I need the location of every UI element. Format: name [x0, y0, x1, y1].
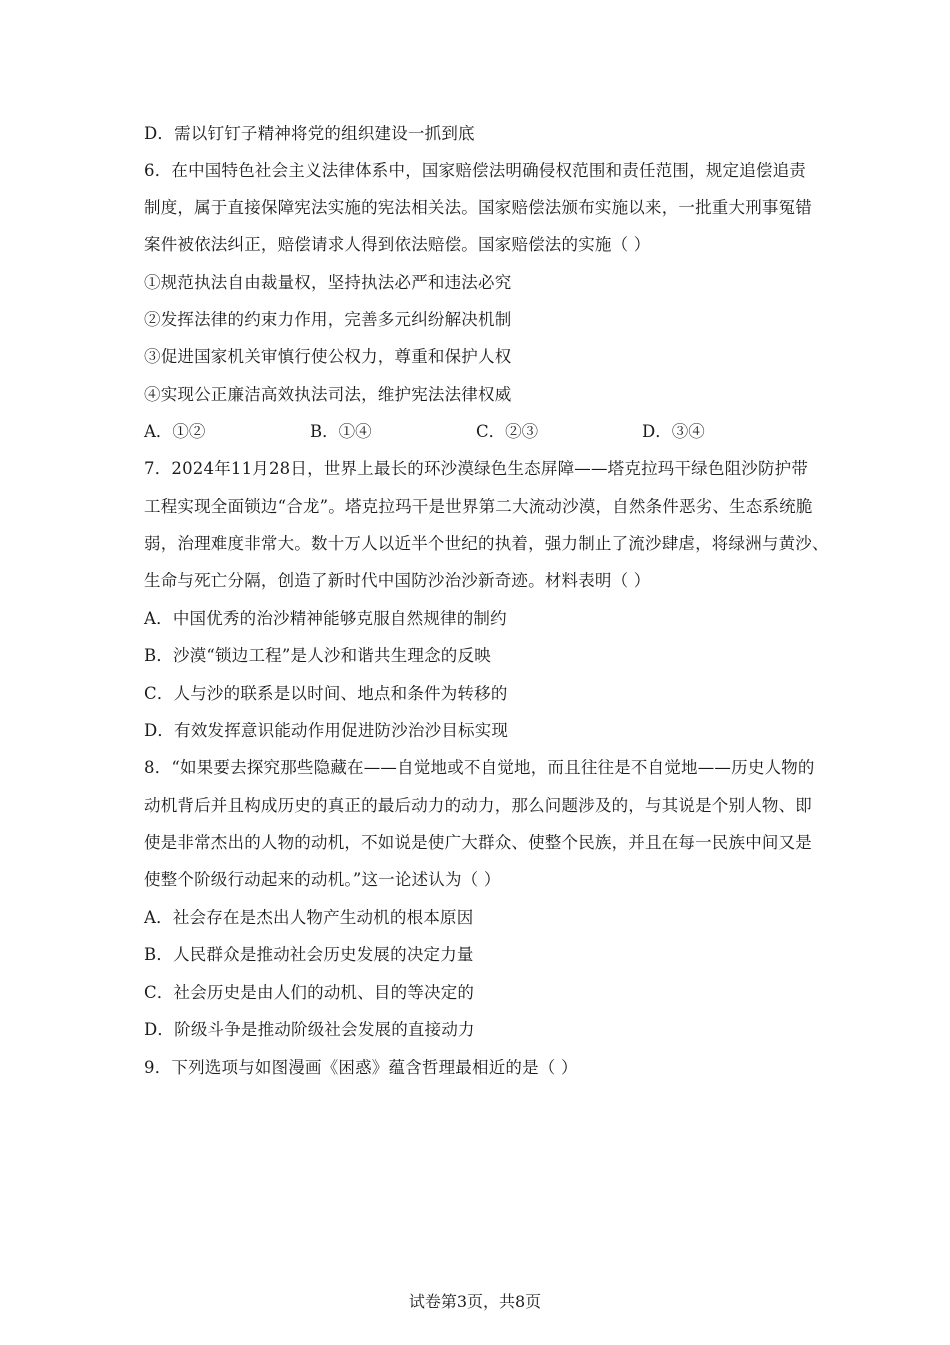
q8-stem-line-2: 动机背后并且构成历史的真正的最后动力的动力，那么问题涉及的，与其说是个别人物、即	[144, 796, 812, 815]
q6-stem-line-1: 6．在中国特色社会主义法律体系中，国家赔偿法明确侵权范围和责任范围，规定追偿追责	[144, 161, 806, 180]
q6-statement-4: ④实现公正廉洁高效执法司法，维护宪法法律权威	[144, 385, 512, 404]
q7-option-c: C．人与沙的联系是以时间、地点和条件为转移的	[144, 684, 508, 703]
q6-option-a: A．①②	[144, 422, 206, 441]
page-footer: 试卷第3页，共8页	[408, 1292, 542, 1311]
q8-stem-line-1: 8．“如果要去探究那些隐藏在——自觉地或不自觉地，而且往往是不自觉地——历史人物的	[144, 758, 815, 777]
q8-option-a: A．社会存在是杰出人物产生动机的根本原因	[144, 908, 474, 927]
q7-stem-line-3: 弱，治理难度非常大。数十万人以近半个世纪的执着，强力制止了流沙肆虐，将绿洲与黄沙、	[144, 534, 829, 553]
q7-stem-line-4: 生命与死亡分隔，创造了新时代中国防沙治沙新奇迹。材料表明（ ）	[144, 571, 651, 590]
q7-option-b: B．沙漠“锁边工程”是人沙和谐共生理念的反映	[144, 646, 491, 665]
q6-option-d: D．③④	[642, 422, 705, 441]
q7-option-d: D．有效发挥意识能动作用促进防沙治沙目标实现	[144, 721, 509, 740]
q8-option-d: D．阶级斗争是推动阶级社会发展的直接动力	[144, 1020, 475, 1039]
q6-stem-line-2: 制度，属于直接保障宪法实施的宪法相关法。国家赔偿法颁布实施以来，一批重大刑事冤错	[144, 198, 812, 217]
q8-stem-line-4: 使整个阶级行动起来的动机。”这一论述认为（ ）	[144, 870, 501, 889]
q8-option-c: C．社会历史是由人们的动机、目的等决定的	[144, 983, 475, 1002]
q6-option-c: C．②③	[476, 422, 539, 441]
q7-option-a: A．中国优秀的治沙精神能够克服自然规律的制约	[144, 609, 507, 628]
q7-stem-line-1: 7．2024年11月28日，世界上最长的环沙漠绿色生态屏障——塔克拉玛干绿色阻沙防护带	[144, 459, 809, 478]
q6-stem-line-3: 案件被依法纠正，赔偿请求人得到依法赔偿。国家赔偿法的实施（ ）	[144, 235, 651, 254]
q6-statement-2: ②发挥法律的约束力作用，完善多元纠纷解决机制	[144, 310, 512, 329]
q6-option-b: B．①④	[310, 422, 372, 441]
q6-statement-3: ③促进国家机关审慎行使公权力，尊重和保护人权	[144, 347, 512, 366]
q9-stem: 9．下列选项与如图漫画《困惑》蕴含哲理最相近的是（ ）	[144, 1058, 578, 1077]
q7-stem-line-2: 工程实现全面锁边“合龙”。塔克拉玛干是世界第二大流动沙漠，自然条件恶劣、生态系统脆	[144, 497, 813, 516]
q5-option-d: D．需以钉钉子精神将党的组织建设一抓到底	[144, 124, 475, 143]
q8-option-b: B．人民群众是推动社会历史发展的决定力量	[144, 945, 474, 964]
q6-statement-1: ①规范执法自由裁量权，坚持执法必严和违法必究	[144, 273, 512, 292]
q8-stem-line-3: 使是非常杰出的人物的动机，不如说是使广大群众、使整个民族，并且在每一民族中间又是	[144, 833, 812, 852]
